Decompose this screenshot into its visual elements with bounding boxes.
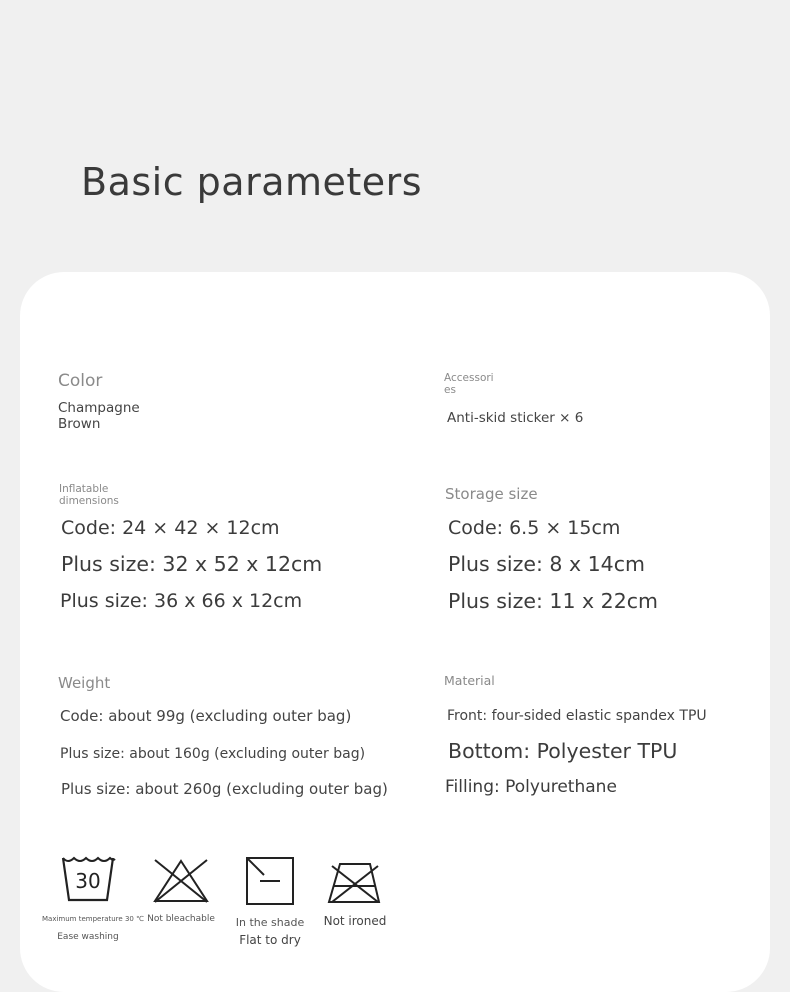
material-line-filling: Filling: Polyurethane	[445, 777, 617, 797]
care-item-wash	[42, 855, 144, 942]
care-item-bleach	[146, 857, 216, 924]
accessories-label-line1: Accessori	[444, 372, 494, 384]
care-item-iron	[316, 856, 394, 928]
wash-caption-line1: Maximum temperature 30 ℃	[42, 915, 144, 923]
inflatable-line-plus1: Plus size: 32 x 52 x 12cm	[61, 552, 323, 576]
inflatable-line-plus2: Plus size: 36 x 66 x 12cm	[60, 590, 303, 612]
accessories-value: Anti-skid sticker × 6	[447, 410, 584, 426]
inflatable-label-line1: Inflatable	[59, 483, 109, 495]
material-label: Material	[444, 673, 495, 688]
page-title: Basic parameters	[81, 160, 423, 204]
no-bleach-icon	[152, 857, 210, 903]
color-value-line2: Brown	[58, 416, 101, 432]
bleach-caption: Not bleachable	[147, 914, 215, 924]
inflatable-line-code: Code: 24 × 42 × 12cm	[61, 517, 280, 539]
wash-temperature-number: 30	[75, 869, 101, 893]
dry-caption-line2: Flat to dry	[239, 933, 301, 947]
no-iron-icon	[326, 856, 384, 906]
storage-line-plus1: Plus size: 8 x 14cm	[448, 552, 645, 576]
wash-caption-line2: Ease washing	[57, 932, 119, 942]
inflatable-label-line2: dimensions	[59, 495, 119, 507]
weight-line-plus2: Plus size: about 260g (excluding outer bag)	[61, 780, 388, 798]
storage-line-code: Code: 6.5 × 15cm	[448, 517, 621, 539]
storage-label: Storage size	[445, 485, 538, 503]
color-value-line1: Champagne	[58, 400, 140, 416]
parameters-card	[20, 272, 770, 992]
dry-flat-shade-icon	[245, 856, 295, 906]
accessories-label-line2: es	[444, 384, 456, 396]
dry-caption-line1: In the shade	[235, 916, 305, 929]
material-line-front: Front: four-sided elastic spandex TPU	[447, 708, 707, 724]
wash-30-icon	[60, 855, 116, 903]
storage-line-plus2: Plus size: 11 x 22cm	[448, 589, 658, 613]
weight-label: Weight	[58, 674, 111, 692]
care-item-dry	[230, 856, 310, 947]
weight-line-code: Code: about 99g (excluding outer bag)	[60, 707, 352, 725]
weight-line-plus1: Plus size: about 160g (excluding outer bag)	[60, 746, 366, 762]
iron-caption: Not ironed	[323, 914, 387, 928]
material-line-bottom: Bottom: Polyester TPU	[448, 739, 678, 763]
color-label: Color	[58, 371, 103, 391]
